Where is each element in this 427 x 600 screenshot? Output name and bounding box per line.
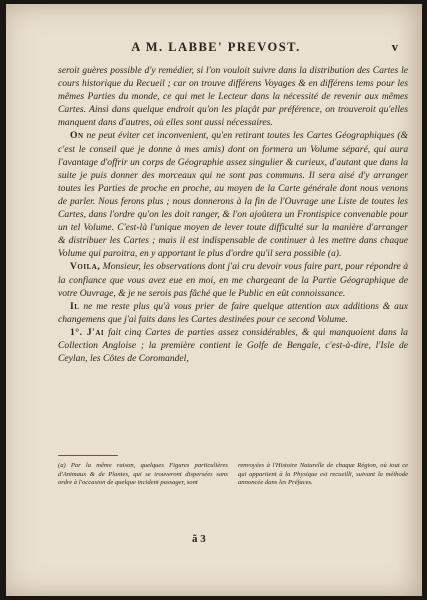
running-head (58, 40, 402, 58)
running-head-title: A M. LABBE' PREVOST. (131, 40, 301, 54)
paragraph-4-lead: Il (70, 300, 80, 312)
signature-mark: ã 3 (192, 533, 206, 545)
paragraph-5 (58, 326, 408, 365)
page-number: v (391, 40, 398, 54)
paragraph-3 (58, 260, 408, 299)
footnote-rule (58, 455, 118, 456)
book-page (6, 4, 422, 596)
paragraph-4-text: ne me reste plus qu'à vous prier de faire quelque attention aux additions & aux changemens que j'ai faits dans les Cartes destinées pour ce second Volume. (58, 300, 408, 325)
body-text (58, 64, 408, 365)
paragraph-3-text: Monsieur, les observations dont j'ai cru devoir vous faire part, pour répondre à la confiance que vous avez eue en moi, en me chargeant de la Partie Géographique de votre Ouvrage, & je ne serois pas fâché que le Public en eût connoissance. (58, 261, 408, 299)
paragraph-5-text: fait cinq Cartes de parties assez considérables, & qui manquoient dans la Collection Angloise ; la première contient le Golfe de Bengale, c'est-à-dire, l'Isle de Ceylan, les Côtes de Coromandel, (58, 326, 408, 365)
paragraph-1: seroit guères possible d'y remédier, si l'on vouloit suivre dans la distribution des Cartes le cours historique du Recueil ; car on trouve différens Voyages & en différens tems pour les mêmes Parties du monde, ce qui met le Lecteur dans la nécessité de revenir aux mêmes Cartes. Ainsi dans quelque endroit qu'on les plaçât par préférence, on trouveroit qu'elles manquent dans d'autres, où elles sont aussi nécessaires. (58, 65, 408, 129)
paragraph-4 (58, 300, 408, 326)
paragraph-5-lead: 1°. J'ai (70, 326, 105, 338)
paragraph-2-text: ne peut éviter cet inconvenient, qu'en retirant toutes les Cartes Géographiques (& c'est le conseil que je donne à mes amis) dont on formera un Volume séparé, qui aura l'avantage d'offrir un corps de Géographie assez singulier & curieux, d'autant que dans la suite je puis donner des morceaux qui ne sont pas communs. Il sera aisé d'y arranger toutes les Parties de proche en proche, au moyen de la Carte générale dont nous venons de parler. Nous ferons plus ; nous donnerons à la fin de l'Ouvrage une Liste de toutes les Cartes, dans l'ordre qu'on les doit ranger, & l'on ajoûtera un Frontispice convenable pour un tel Volume. C'est-là l'unique moyen de lever toute difficulté sur la manière d'arranger & distribuer les Cartes ; mais il est indispensable de continuer à les mettre dans chaque Volume qui paroitra, en y apportant le plus d'ordre qu'il sera possible (a). (58, 130, 408, 260)
footnote-right: renvoyées à l'Histoire Naturelle de chaque Région, où tout ce qui appartient à la Physique est recueilli, suivant la méthode annoncée dans les Préfaces. (238, 462, 408, 487)
paragraph-2-lead: On (70, 130, 84, 142)
paragraph-2 (58, 129, 408, 260)
paragraph-3-lead: Voila, (70, 261, 101, 273)
footnotes (58, 462, 408, 488)
footnote-left: (a) Par la même raison, quelques Figures particulières d'Animaux & de Plantes, qui se trouveront dispersées sans ordre à l'occasion de quelque incident passager, sont (58, 462, 228, 487)
